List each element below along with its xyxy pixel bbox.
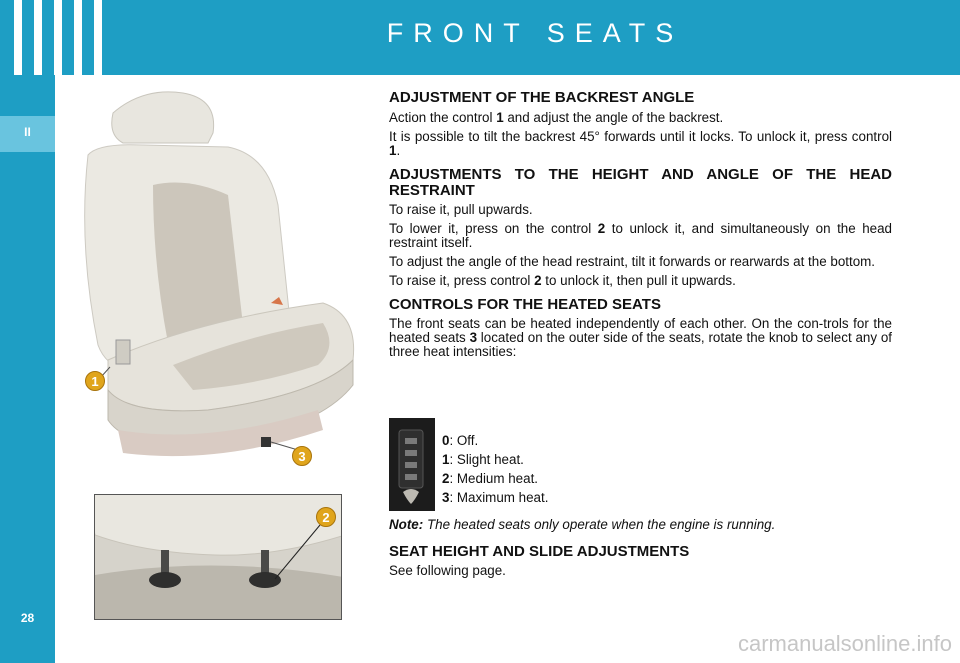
heat-level-2: 2: Medium heat.	[442, 471, 539, 486]
backrest-paragraph-1: Action the control 1 and adjust the angle of the backrest.	[389, 110, 724, 125]
heat-level-1: 1: Slight heat.	[442, 452, 524, 467]
heat-control-image	[389, 418, 435, 511]
seat-height-paragraph: See following page.	[389, 563, 506, 578]
head-restraint-paragraph-2: To lower it, press on the control 2 to unlock it, and simultaneously on the head restraint itself.	[389, 221, 893, 250]
header-stripe	[14, 0, 22, 75]
head-restraint-heading: ADJUSTMENTS TO THE HEIGHT AND ANGLE OF THE HEAD RESTRAINT	[389, 166, 892, 199]
headrest-photo	[94, 494, 342, 620]
seat-illustration	[68, 85, 358, 465]
header-stripe	[94, 0, 102, 75]
headrest-illustration	[95, 495, 342, 620]
heated-seats-paragraph: The front seats can be heated independently of each other. On the con-trols for the heated seats 3 located on the outer side of the seats, rotate the knob to select any of three heat intensities:	[389, 316, 893, 359]
header-stripe	[74, 0, 82, 75]
page-title: FRONT SEATS	[386, 18, 684, 48]
header-stripe	[34, 0, 42, 75]
section-label: II	[24, 125, 31, 139]
head-restraint-paragraph-3: To adjust the angle of the head restraint, tilt it forwards or rearwards at the bottom.	[389, 254, 876, 269]
callout-3: 3	[292, 446, 312, 466]
heat-levels-list	[442, 431, 548, 507]
sidebar	[0, 75, 55, 663]
main-content	[389, 90, 892, 359]
page-number: 28	[20, 611, 35, 625]
note-label: Note:	[389, 517, 424, 532]
header-stripe	[54, 0, 62, 75]
heat-level-0: 0: Off.	[442, 433, 479, 448]
heated-seats-heading: CONTROLS FOR THE HEATED SEATS	[389, 296, 661, 313]
lower-content	[389, 518, 892, 578]
backrest-paragraph-2: It is possible to tilt the backrest 45° forwards until it locks. To unlock it, press control 1.	[389, 129, 892, 158]
heat-level-3: 3: Maximum heat.	[442, 490, 549, 505]
watermark: carmanualsonline.info	[737, 631, 952, 656]
backrest-lever	[116, 340, 130, 364]
backrest-heading: ADJUSTMENT OF THE BACKREST ANGLE	[389, 89, 695, 106]
callout-2: 2	[316, 507, 336, 527]
head-restraint-paragraph-4: To raise it, press control 2 to unlock it, then pull it upwards.	[389, 273, 736, 288]
callout-1: 1	[85, 371, 105, 391]
seat-height-heading: SEAT HEIGHT AND SLIDE ADJUSTMENTS	[389, 543, 690, 560]
heat-control-knob	[261, 437, 271, 447]
headrest-shape	[112, 92, 214, 143]
head-restraint-paragraph-1: To raise it, pull upwards.	[389, 202, 533, 217]
page-header	[0, 0, 960, 75]
note-paragraph: Note: The heated seats only operate when the engine is running.	[389, 517, 776, 532]
